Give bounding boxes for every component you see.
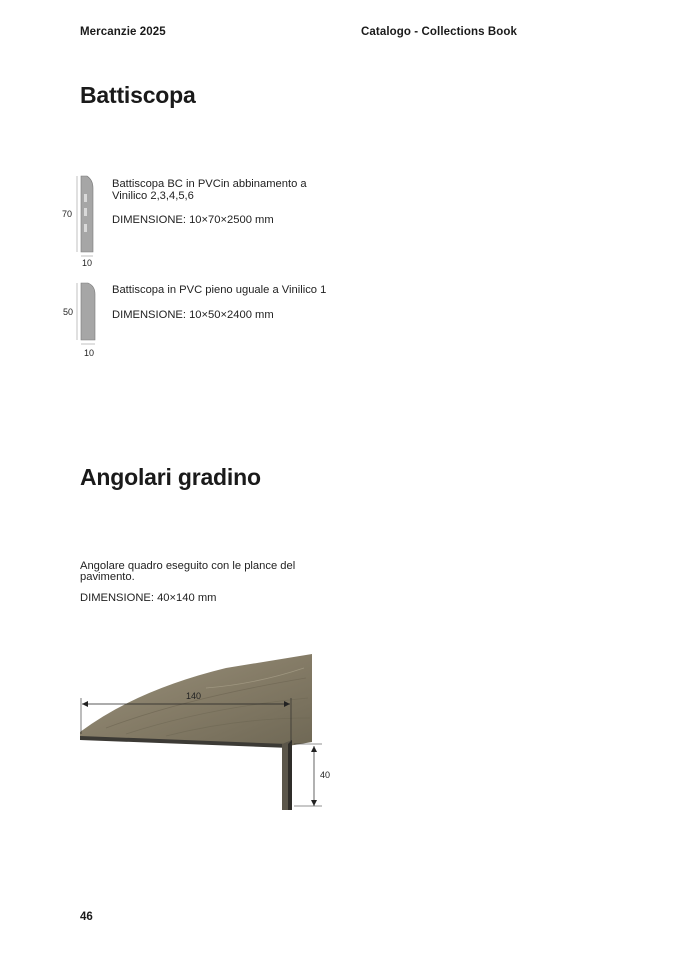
battiscopa-bc-height-label: 70 — [62, 209, 73, 219]
angolari-desc-line2: pavimento. — [80, 571, 135, 583]
battiscopa-pvc-desc-line1: Battiscopa in PVC pieno uguale a Vinilico 1 — [112, 284, 327, 296]
battiscopa-pvc-profile-image — [60, 280, 104, 362]
section-title-angolari: Angolari gradino — [80, 464, 261, 490]
angolari-width-label: 140 — [186, 691, 202, 701]
battiscopa-bc-dimension: DIMENSIONE: 10×70×2500 mm — [112, 214, 274, 226]
battiscopa-bc-drawing — [60, 172, 104, 272]
angolari-height-label: 40 — [320, 770, 331, 780]
angolari-gradino-drawing — [76, 648, 346, 818]
battiscopa-bc-desc-line1: Battiscopa BC in PVCin abbinamento a — [112, 178, 307, 190]
angolari-dimension: DIMENSIONE: 40×140 mm — [80, 592, 217, 604]
battiscopa-pvc-height-label: 50 — [63, 307, 74, 317]
page-number: 46 — [80, 911, 93, 923]
header-right: Catalogo - Collections Book — [361, 26, 518, 38]
battiscopa-bc-desc-line2: Vinilico 2,3,4,5,6 — [112, 190, 194, 202]
battiscopa-pvc-drawing — [60, 280, 104, 362]
section-title-battiscopa: Battiscopa — [80, 82, 196, 108]
angolari-desc-line1: Angolare quadro eseguito con le plance del — [80, 560, 296, 572]
angolari-gradino-image — [76, 648, 346, 818]
battiscopa-pvc-width-label: 10 — [84, 348, 95, 358]
header-left: Mercanzie 2025 — [80, 26, 166, 38]
battiscopa-bc-width-label: 10 — [82, 258, 93, 268]
battiscopa-bc-profile-image — [60, 172, 104, 272]
battiscopa-pvc-dimension: DIMENSIONE: 10×50×2400 mm — [112, 309, 274, 321]
